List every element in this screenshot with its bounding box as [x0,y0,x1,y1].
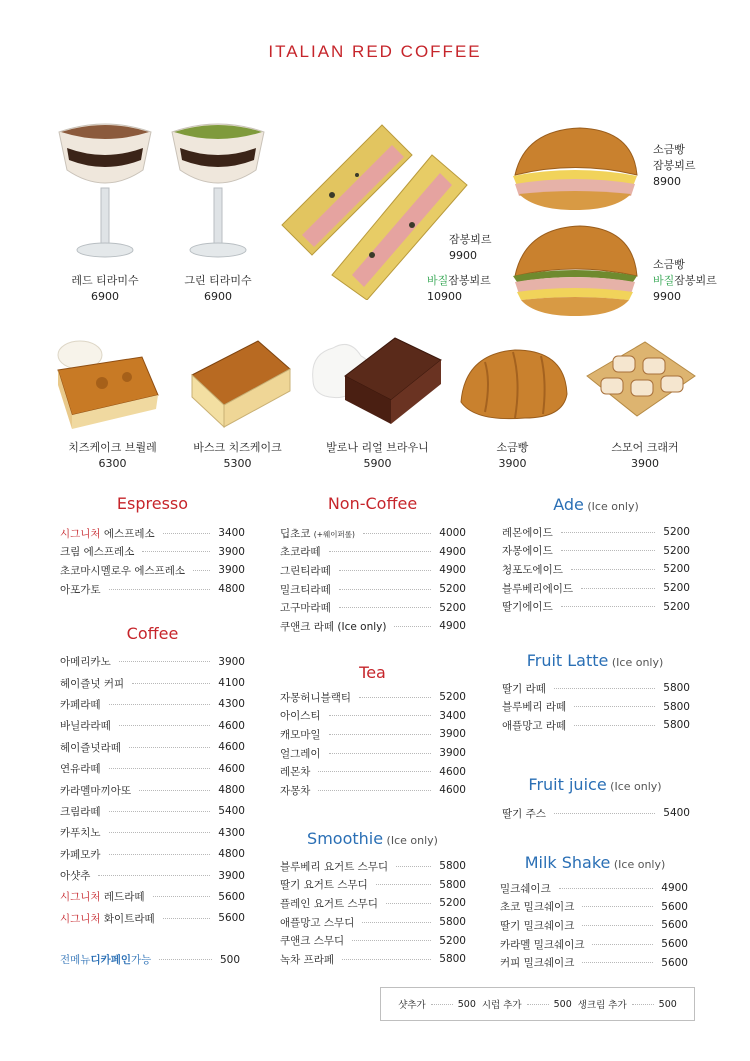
product-basque-cheesecake [180,440,295,472]
salt-bread-jambon-image [505,120,645,212]
product-name: 레드 티라미수 [71,274,139,287]
section-title-non-coffee: Non-Coffee [327,494,418,513]
menu-item: 딸기 밀크쉐이크 5600 [500,919,688,932]
product-salt-bread [470,440,555,472]
menu-item: 블루베리 요거트 스무디 5800 [280,860,466,873]
product-price: 6300 [98,457,127,470]
menu-item: 카페라떼 4300 [60,698,245,711]
menu-item: 헤이즐넛라떼 4600 [60,741,245,754]
ade-list [502,523,690,616]
menu-item: 녹차 프라페 5800 [280,953,466,966]
section-title-ade: Ade (Ice only) [553,495,639,514]
cheesecake-brulee-image [52,335,162,430]
section-title-fruit-latte: Fruit Latte (Ice only) [526,651,664,670]
product-name-line2: 잠봉뵈르 [653,159,696,172]
menu-item: 딸기 주스 5400 [502,807,690,820]
menu-item: 애플망고 스무디 5800 [280,916,466,929]
section-title-tea: Tea [359,663,386,682]
menu-item: 딸기 요거트 스무디 5800 [280,878,466,892]
product-name: 잠봉뵈르 [449,233,492,246]
product-name: 스모어 크래커 [611,441,679,454]
extra-item: 생크림 추가 500 [577,998,677,1011]
smoothie-list [280,857,466,969]
menu-item: 청포도에이드 5200 [502,563,690,576]
basque-cheesecake-image [188,335,294,430]
product-price: 9900 [653,290,681,303]
section-title-fruit-juice: Fruit juice (Ice only) [528,775,662,794]
product-price: 5900 [363,457,392,470]
product-jambon-beurre [449,232,509,264]
menu-item: 크림 에스프레소 3900 [60,545,245,559]
fruit-latte-list [502,679,690,735]
green-tiramisu-image [168,118,268,268]
menu-item: 블루베리에이드 5200 [502,582,690,595]
brand-title: ITALIAN RED COFFEE [268,42,482,61]
menu-item: 카라멜 밀크쉐이크 5600 [500,938,688,951]
section-title-milk-shake: Milk Shake (Ice only) [524,853,666,872]
product-name: 그린 티라미수 [184,274,252,287]
salt-bread-image [455,342,570,424]
product-name: 발로나 리얼 브라우니 [326,441,429,454]
product-smore-cracker [600,440,690,472]
menu-item: 헤이즐넛 커피 4100 [60,677,245,690]
menu-item: 초코라떼 4900 [280,545,466,559]
menu-item: 자몽허니블랙티 5200 [280,691,466,704]
menu-item: 얼그레이 3900 [280,747,466,760]
menu-item: 딸기 라떼 5800 [502,682,690,695]
menu-item: 그린티라떼 4900 [280,564,466,577]
menu-item: 초코 밀크쉐이크 5600 [500,900,688,914]
menu-item: 아샷추 3900 [60,869,245,883]
product-name-line1: 소금빵 [653,258,685,271]
red-tiramisu-image [55,118,155,268]
product-price: 3900 [631,457,659,470]
menu-item: 시그니처 화이트라떼 5600 [60,912,245,925]
product-name: 잠봉뵈르 [448,274,491,287]
menu-item: 카푸치노 4300 [60,826,245,840]
section-title-smoothie: Smoothie (Ice only) [307,829,438,848]
menu-item: 아메리카노 3900 [60,655,245,669]
product-salt-bread-basil-jambon [653,257,738,305]
menu-item: 레몬에이드 5200 [502,526,690,539]
extra-item: 시럽 추가 500 [481,998,572,1011]
menu-item: 밀크쉐이크 4900 [500,882,688,895]
menu-item: 딸기에이드 5200 [502,600,690,614]
menu-item: 커피 밀크쉐이크 5600 [500,956,688,970]
menu-item: 애플망고 라떼 5800 [502,719,690,732]
menu-item: 레몬차 4600 [280,765,466,779]
product-red-tiramisu [55,273,155,305]
menu-item: 시그니처 에스프레소 3400 [60,527,245,540]
non-coffee-list [280,524,466,636]
menu-item: 연유라떼 4600 [60,762,245,776]
product-basil-jambon-beurre [427,273,507,305]
menu-item: 캐모마일 3900 [280,728,466,741]
menu-item: 크림라떼 5400 [60,805,245,818]
menu-item: 블루베리 라떼 5800 [502,700,690,714]
product-price: 6900 [91,290,119,303]
product-name-line2: 잠봉뵈르 [674,274,717,287]
product-green-tiramisu [168,273,268,305]
menu-item: 바닐라라떼 4600 [60,719,245,733]
product-name: 바스크 치즈케이크 [193,441,282,454]
valrhona-brownie-image [305,330,445,425]
menu-item: 아이스티 3400 [280,709,466,723]
decaf-option: 전메뉴 디카페인 가능 500 [60,953,240,966]
menu-item: 아포가토 4800 [60,583,245,596]
tea-list [280,688,466,800]
menu-item: 초코마시멜로우 에스프레소 3900 [60,564,245,577]
menu-item: 플레인 요거트 스무디 5200 [280,897,466,910]
product-price: 9900 [449,249,477,262]
menu-item: 자몽에이드 5200 [502,544,690,558]
fruit-juice-list [502,804,690,823]
product-cheesecake-brulee [50,440,175,472]
product-valrhona-brownie [315,440,440,472]
product-price: 8900 [653,175,681,188]
product-salt-bread-jambon [653,142,733,190]
product-price: 5300 [223,457,252,470]
smore-cracker-image [583,336,698,426]
product-name-line1: 소금빵 [653,143,685,156]
extra-item: 샷추가 500 [398,998,476,1011]
product-name-highlight: 바질 [653,274,675,287]
product-price: 6900 [204,290,232,303]
coffee-list [60,651,245,929]
section-title-espresso: Espresso [116,494,189,513]
salt-bread-basil-jambon-image [505,218,645,318]
menu-item: 시그니처 레드라떼 5600 [60,890,245,904]
extras-box [380,987,695,1021]
menu-item: 자몽차 4600 [280,784,466,797]
menu-item: 쿠앤크 라떼 (Ice only) 4900 [280,620,466,633]
product-name: 치즈케이크 브륄레 [68,441,157,454]
menu-item: 카라멜마끼아또 4800 [60,784,245,797]
menu-item: 쿠앤크 스무디 5200 [280,934,466,948]
section-title-coffee: Coffee [126,624,179,643]
milk-shake-list [500,879,688,972]
product-name: 소금빵 [496,441,529,454]
menu-item: 고구마라떼 5200 [280,601,466,615]
product-name-highlight: 바질 [427,274,449,287]
menu-item: 밀크티라떼 5200 [280,583,466,596]
product-price: 10900 [427,290,462,303]
menu-item: 카페모카 4800 [60,848,245,861]
menu-item: 딥초코 (+웨이퍼롤) 4000 [280,527,466,540]
espresso-list [60,524,245,598]
product-price: 3900 [498,457,527,470]
